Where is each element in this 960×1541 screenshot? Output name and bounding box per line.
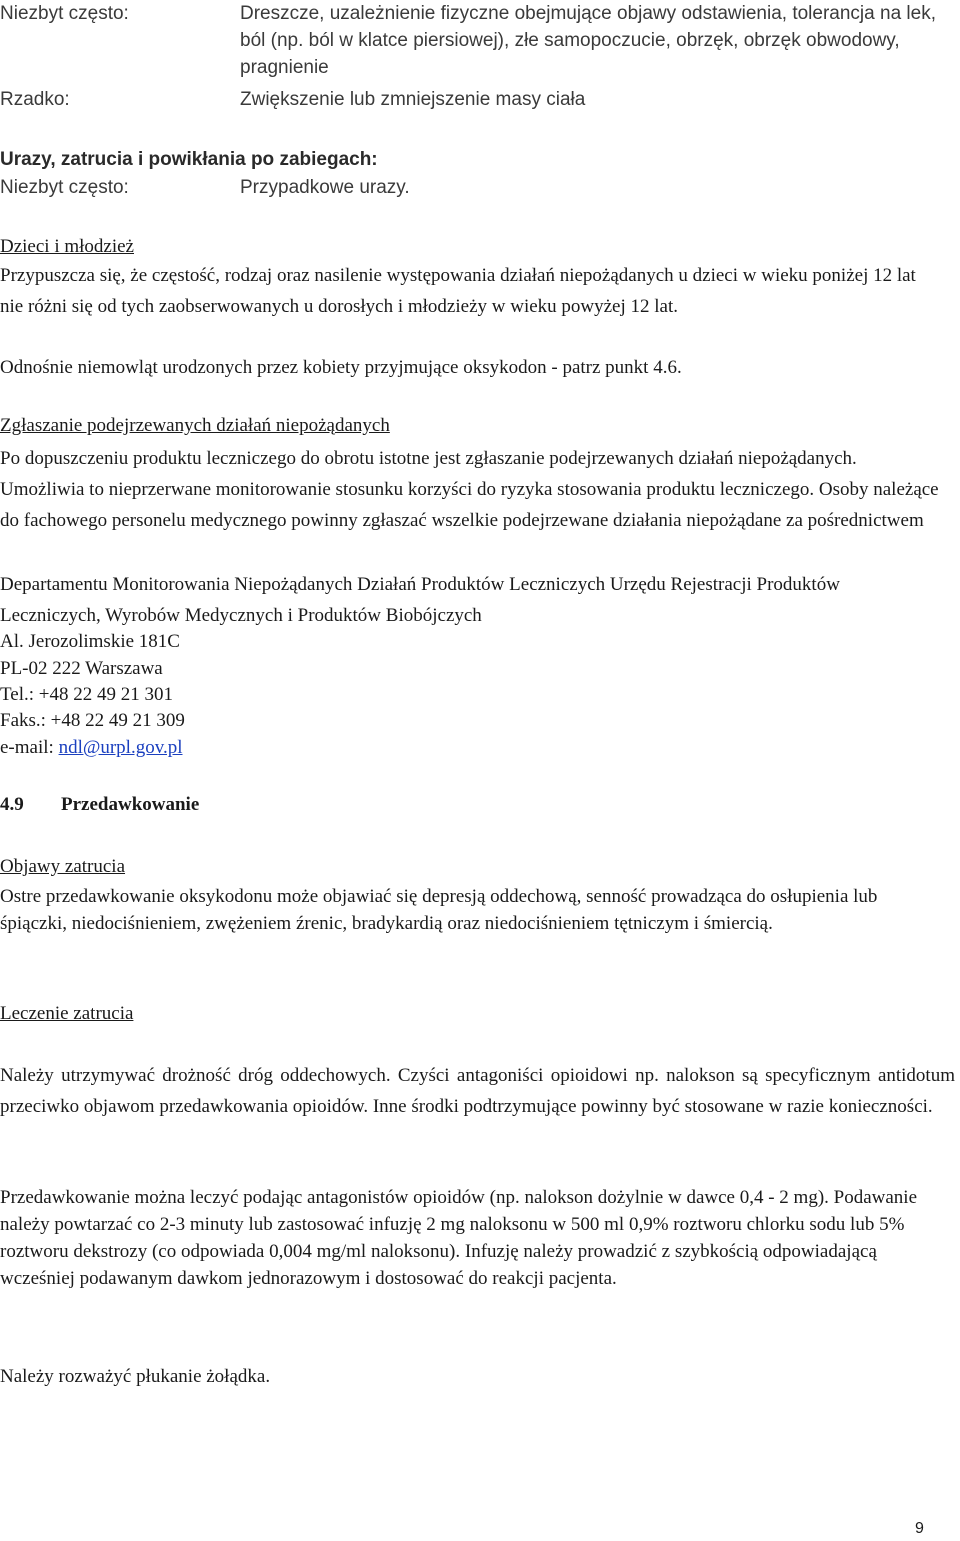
injuries-heading: Urazy, zatrucia i powikłania po zabiegach: <box>0 149 378 170</box>
section-heading-overdose <box>0 794 199 816</box>
reporting-department: Departamentu Monitorowania Niepożądanych Działań Produktów Leczniczych Urzędu Rejestracji Produktów Leczniczych, Wyrobów Medycznych i Produktów Biobójczych <box>0 574 840 626</box>
email-link[interactable]: ndl@urpl.gov.pl <box>58 737 183 758</box>
children-heading: Dzieci i młodzież <box>0 236 134 257</box>
address-phone: Tel.: +48 22 49 21 301 <box>0 684 173 705</box>
symptoms-paragraph: Ostre przedawkowanie oksykodonu może objawiać się depresją oddechową, senność prowadząca do osłupienia lub śpiączki, niedociśnieniem, zwężeniem źrenic, bradykardią oraz niedociśnieniem tętniczym i śmiercią. <box>0 886 878 934</box>
side-effects-uncommon-text: Dreszcze, uzależnienie fizyczne obejmujące objawy odstawienia, tolerancja na lek, ból (np. ból w klatce piersiowej), złe samopoczucie, obrzęk, obrzęk obwodowy, pragnienie <box>240 3 936 78</box>
injuries-text: Przypadkowe urazy. <box>240 177 410 198</box>
symptoms-heading: Objawy zatrucia <box>0 856 126 877</box>
injuries-frequency-label: Niezbyt często: <box>0 177 129 198</box>
reporting-heading: Zgłaszanie podejrzewanych działań niepożądanych <box>0 415 390 436</box>
address-city: PL-02 222 Warszawa <box>0 658 163 679</box>
section-number: 4.9 <box>0 794 24 815</box>
children-infants-note: Odnośnie niemowląt urodzonych przez kobiety przyjmujące oksykodon - patrz punkt 4.6. <box>0 357 682 378</box>
frequency-label-uncommon: Niezbyt często: <box>0 3 129 24</box>
treatment-paragraph-1: Należy utrzymywać drożność dróg oddechowych. Czyści antagoniści opioidowi np. nalokson są specyficznym antidotum przeciwko objawom przedawkowania opioidów. Inne środki podtrzymujące powinny być stosowane w razie konieczności. <box>0 1065 955 1117</box>
treatment-paragraph-2: Przedawkowanie można leczyć podając antagonistów opioidów (np. nalokson dożylnie w dawce 0,4 - 2 mg). Podawanie należy powtarzać co 2-3 minuty lub zastosować infuzję 2 mg naloksonu w 500 ml 0,9% roztworu chlorku sodu lub 5% roztworu dekstrozy (co odpowiada 0,004 mg/ml naloksonu). Infuzję należy prowadzić z szybkością odpowiadającą wcześniej podawanym dawkom jednorazowym i dostosować do reakcji pacjenta. <box>0 1187 918 1289</box>
email-label: e-mail: <box>0 737 59 758</box>
address-street: Al. Jerozolimskie 181C <box>0 631 180 652</box>
section-title: Przedawkowanie <box>61 794 200 815</box>
address-email-line <box>0 735 183 761</box>
reporting-paragraph: Po dopuszczeniu produktu leczniczego do obrotu istotne jest zgłaszanie podejrzewanych działań niepożądanych. Umożliwia to nieprzerwane monitorowanie stosunku korzyści do ryzyka stosowania produktu leczniczego. Osoby należące do fachowego personelu medycznego powinny zgłaszać wszelkie podejrzewane działania niepożądane za pośrednictwem <box>0 448 939 531</box>
frequency-label-rare: Rzadko: <box>0 89 70 110</box>
treatment-heading: Leczenie zatrucia <box>0 1003 134 1024</box>
treatment-paragraph-3: Należy rozważyć płukanie żołądka. <box>0 1366 271 1387</box>
page-number: 9 <box>915 1520 924 1537</box>
children-paragraph: Przypuszcza się, że częstość, rodzaj oraz nasilenie występowania działań niepożądanych u dzieci w wieku poniżej 12 lat nie różni się od tych zaobserwowanych u dorosłych i młodzieży w wieku powyżej 12 lat. <box>0 265 916 317</box>
address-fax: Faks.: +48 22 49 21 309 <box>0 710 185 731</box>
side-effects-rare-text: Zwiększenie lub zmniejszenie masy ciała <box>240 89 586 110</box>
